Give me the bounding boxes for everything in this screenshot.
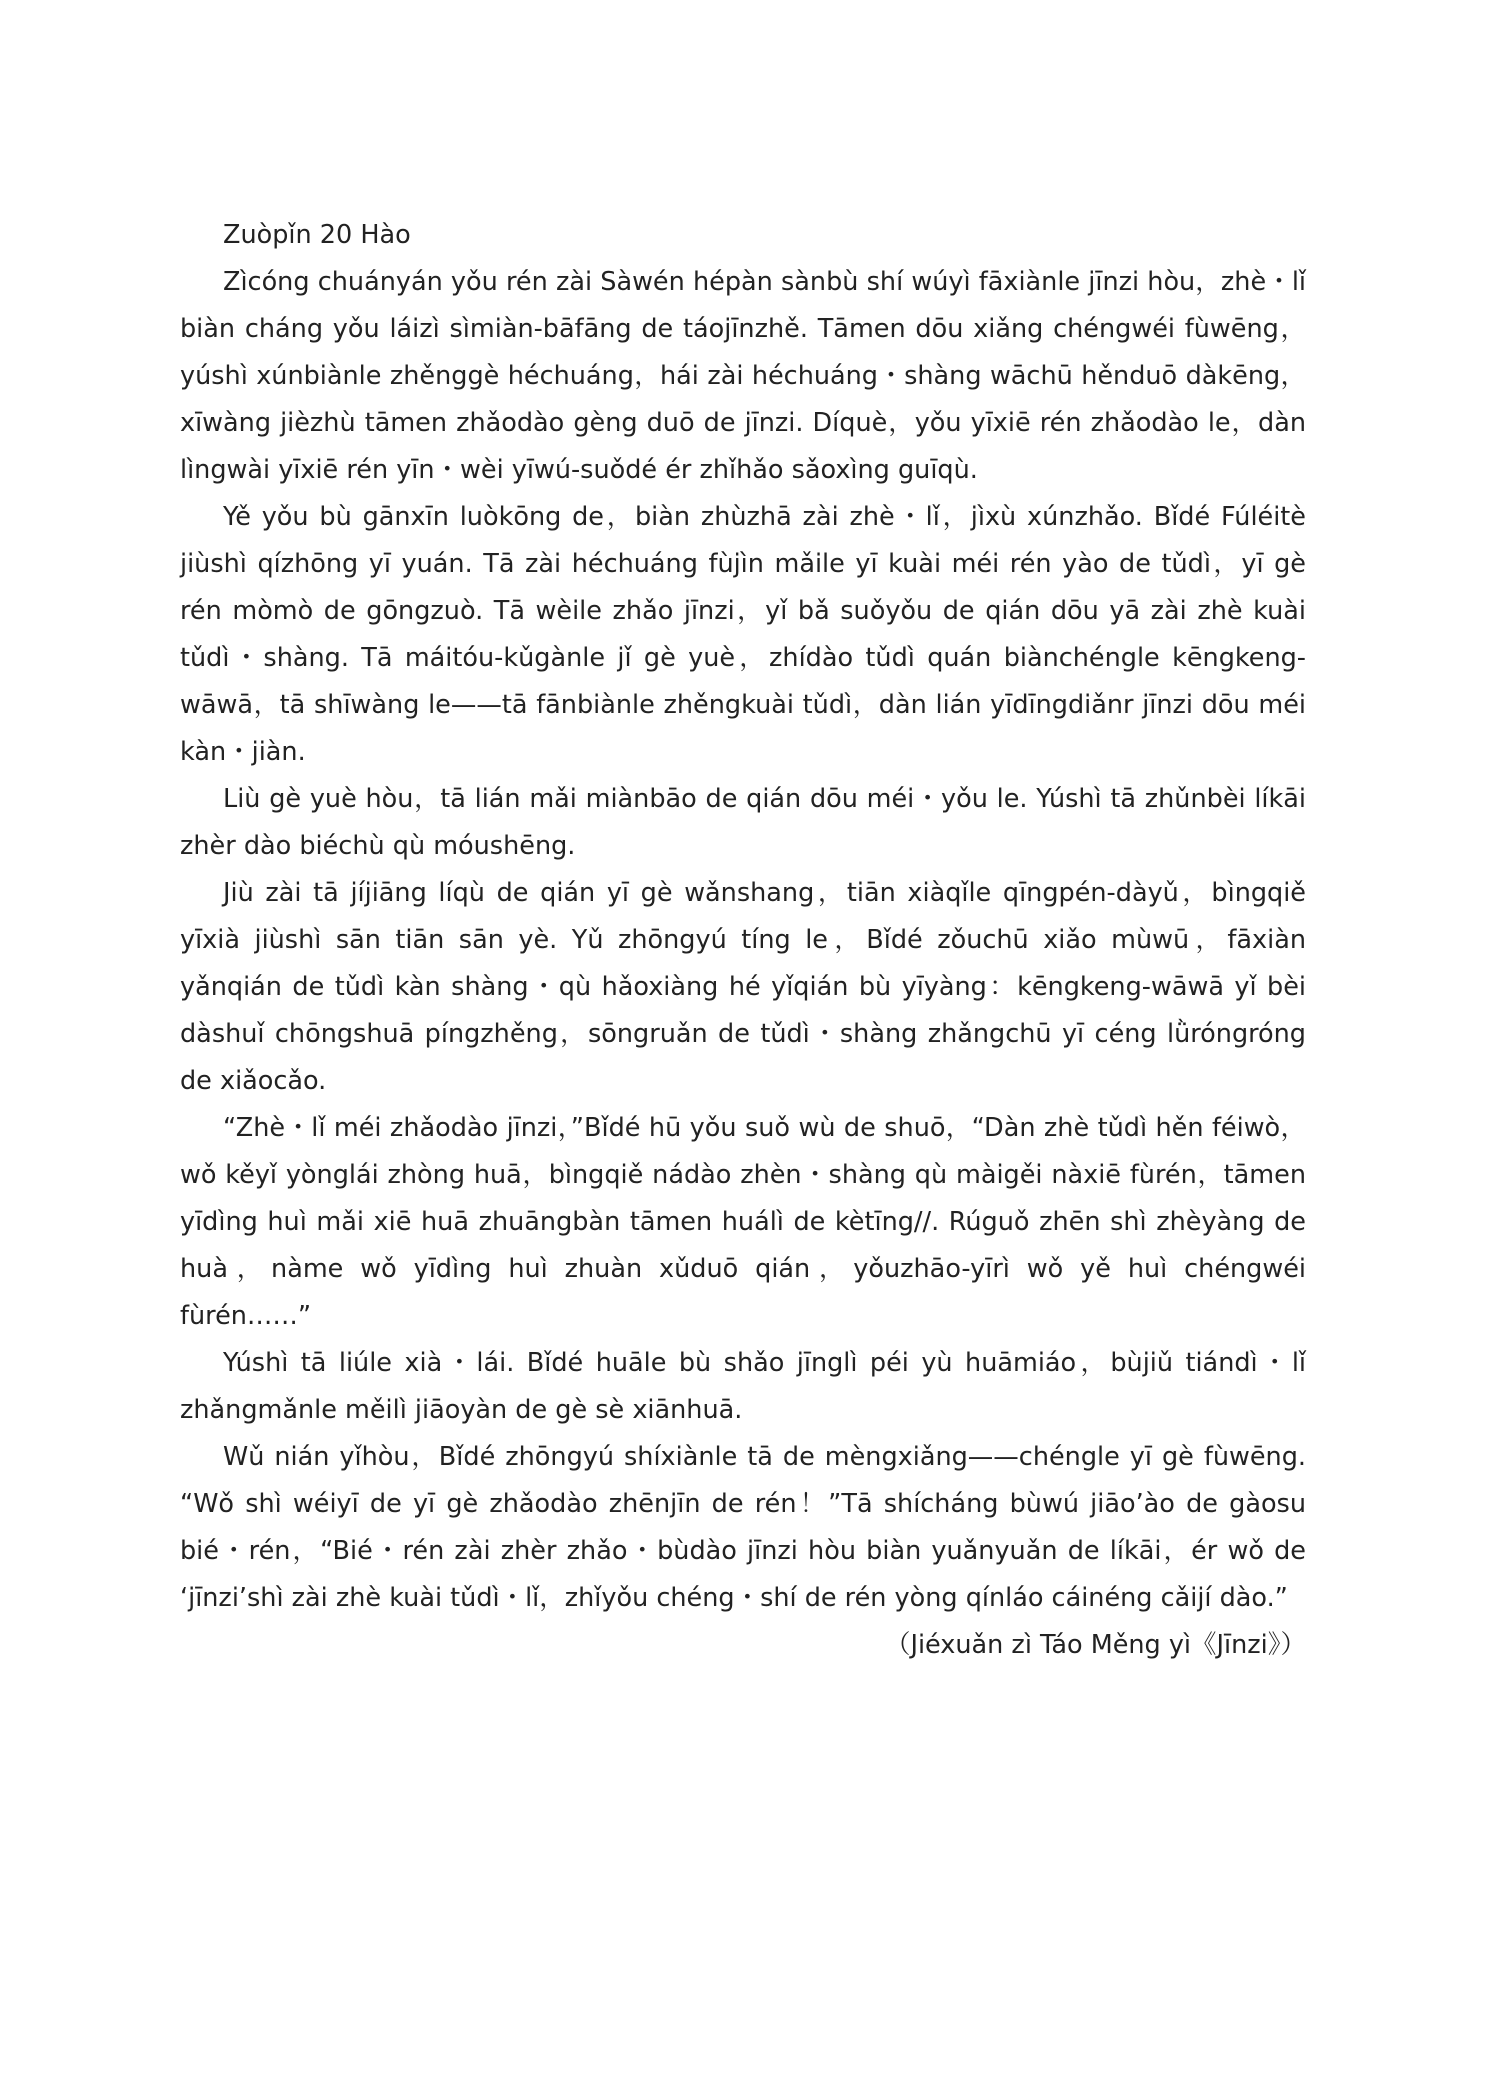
paragraph-7: Wǔ nián yǐhòu，Bǐdé zhōngyú shíxiànle tā de mèngxiǎng——chéngle yī gè fùwēng. “Wǒ shì wéiyī de yī gè zhǎodào zhēnjīn de rén！”Tā shícháng bùwú jiāo’ào de gàosu bié・rén，“Bié・rén zài zhèr zhǎo・bùdào jīnzi hòu biàn yuǎnyuǎn de líkāi，ér wǒ de ‘jīnzi’shì zài zhè kuài tǔdì・lǐ，zhǐyǒu chéng・shí de rén yòng qínláo cáinéng cǎijí dào.” (180, 1442, 1306, 1613)
paragraph-4: Jiù zài tā jíjiāng líqù de qián yī gè wǎnshang，tiān xiàqǐle qīngpén-dàyǔ，bìngqiě yīxià jiùshì sān tiān sān yè. Yǔ zhōngyú tíng le，Bǐdé zǒuchū xiǎo mùwū，fāxiàn yǎnqián de tǔdì kàn shàng・qù hǎoxiàng hé yǐqián bù yīyàng：kēngkeng-wāwā yǐ bèi dàshuǐ chōngshuā píngzhěng，sōngruǎn de tǔdì・shàng zhǎngchū yī céng lǜróngróng de xiǎocǎo. (180, 878, 1306, 1096)
document-title: Zuòpǐn 20 Hào (223, 220, 411, 250)
document-page (180, 212, 1306, 1669)
paragraph-3: Liù gè yuè hòu，tā lián mǎi miànbāo de qián dōu méi・yǒu le. Yúshì tā zhǔnbèi líkāi zhèr dào biéchù qù móushēng. (180, 784, 1306, 861)
paragraph-1: Zìcóng chuányán yǒu rén zài Sàwén hépàn sànbù shí wúyì fāxiànle jīnzi hòu，zhè・lǐ biàn cháng yǒu láizì sìmiàn-bāfāng de táojīnzhě. Tāmen dōu xiǎng chéngwéi fùwēng，yúshì xúnbiànle zhěnggè héchuáng，hái zài héchuáng・shàng wāchū hěnduō dàkēng，xīwàng jièzhù tāmen zhǎodào gèng duō de jīnzi. Díquè，yǒu yīxiē rén zhǎodào le，dàn lìngwài yīxiē rén yīn・wèi yīwú-suǒdé ér zhǐhǎo sǎoxìng guīqù. (180, 267, 1306, 485)
paragraph-2: Yě yǒu bù gānxīn luòkōng de，biàn zhùzhā zài zhè・lǐ，jìxù xúnzhǎo. Bǐdé Fúléitè jiùshì qízhōng yī yuán. Tā zài héchuáng fùjìn mǎile yī kuài méi rén yào de tǔdì，yī gè rén mòmò de gōngzuò. Tā wèile zhǎo jīnzi，yǐ bǎ suǒyǒu de qián dōu yā zài zhè kuài tǔdì・shàng. Tā máitóu-kǔgànle jǐ gè yuè，zhídào tǔdì quán biànchéngle kēngkeng-wāwā，tā shīwàng le——tā fānbiànle zhěngkuài tǔdì，dàn lián yīdīngdiǎnr jīnzi dōu méi kàn・jiàn. (180, 502, 1306, 767)
paragraph-6: Yúshì tā liúle xià・lái. Bǐdé huāle bù shǎo jīnglì péi yù huāmiáo，bùjiǔ tiándì・lǐ zhǎngmǎnle měilì jiāoyàn de gè sè xiānhuā. (180, 1348, 1306, 1425)
source-citation: （Jiéxuǎn zì Táo Měng yì《Jīnzi》） (884, 1630, 1306, 1660)
paragraph-5: “Zhè・lǐ méi zhǎodào jīnzi，”Bǐdé hū yǒu suǒ wù de shuō，“Dàn zhè tǔdì hěn féiwò，wǒ kěyǐ yònglái zhòng huā，bìngqiě nádào zhèn・shàng qù màigěi nàxiē fùrén，tāmen yīdìng huì mǎi xiē huā zhuāngbàn tāmen huálì de kètīng//. Rúguǒ zhēn shì zhèyàng de huà，nàme wǒ yīdìng huì zhuàn xǔduō qián，yǒuzhāo-yīrì wǒ yě huì chéngwéi fùrén……” (180, 1113, 1306, 1331)
